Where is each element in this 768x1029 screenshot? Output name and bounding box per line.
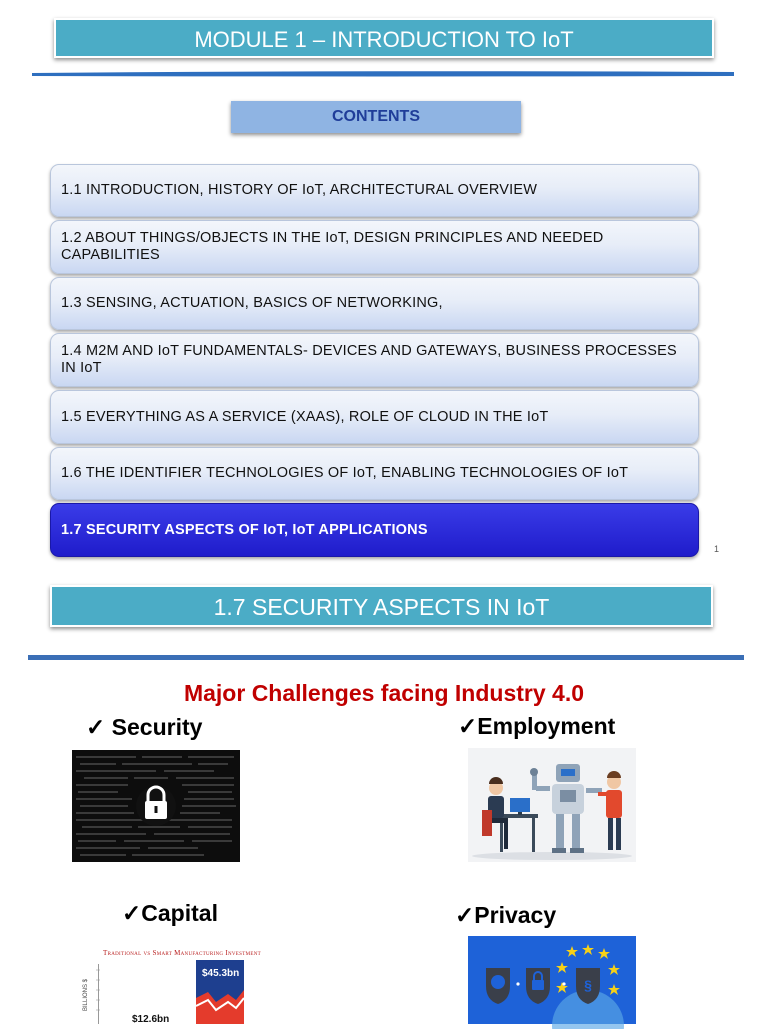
employment-image (468, 748, 636, 862)
robot-worker-illustration (468, 748, 636, 862)
security-code-lock-illustration (72, 750, 240, 862)
section-divider (28, 655, 744, 660)
contents-item-text: 1.3 SENSING, ACTUATION, BASICS OF NETWORKING, (61, 295, 443, 311)
contents-item-text: 1.1 INTRODUCTION, HISTORY OF IoT, ARCHITECTURAL OVERVIEW (61, 182, 538, 198)
contents-item-1-7-active[interactable] (50, 503, 699, 557)
challenge-security-label: ✓ Security (86, 714, 203, 740)
capital-chart-title: Traditional vs Smart Manufacturing Investment (103, 949, 261, 957)
contents-item-text: 1.5 EVERYTHING AS A SERVICE (XAAS), ROLE OF CLOUD IN THE IoT (61, 408, 549, 425)
contents-item-1-3[interactable] (50, 277, 699, 330)
module-title-banner: MODULE 1 – INTRODUCTION TO IoT (54, 18, 714, 58)
contents-item-1-6[interactable] (50, 447, 699, 500)
capital-traditional-value: $12.6bn (132, 1014, 170, 1025)
capital-smart-value: $45.3bn (202, 968, 240, 979)
contents-item-1-2[interactable] (50, 220, 699, 274)
challenge-privacy-label: ✓Privacy (455, 902, 557, 928)
contents-label: CONTENTS (231, 101, 521, 133)
capital-chart-bars (84, 946, 280, 1024)
page-number: 1 (714, 544, 720, 554)
section-title-banner: 1.7 SECURITY ASPECTS IN IoT (50, 585, 713, 627)
challenge-employment-label: ✓Employment (458, 713, 616, 739)
svg-text:§: § (584, 977, 592, 993)
privacy-image (468, 936, 636, 1024)
title-underline-stroke (32, 70, 734, 77)
contents-item-text: 1.7 SECURITY ASPECTS OF IoT, IoT APPLICATIONS (61, 521, 428, 538)
capital-chart-ylabel: BILLIONS $ (83, 978, 90, 1012)
contents-item-text: 1.6 THE IDENTIFIER TECHNOLOGIES OF IoT, ENABLING TECHNOLOGIES OF IoT (61, 465, 629, 481)
challenge-capital-label: ✓Capital (122, 900, 218, 926)
capital-image (84, 946, 280, 1024)
contents-item-1-5[interactable] (50, 390, 699, 444)
contents-item-text: 1.4 M2M AND IoT FUNDAMENTALS- DEVICES AND GATEWAYS, BUSINESS PROCESSES IN IoT (61, 343, 677, 376)
challenges-heading: Major Challenges facing Industry 4.0 (183, 680, 585, 706)
contents-item-text: 1.2 ABOUT THINGS/OBJECTS IN THE IoT, DESIGN PRINCIPLES AND NEEDED CAPABILITIES (61, 230, 604, 263)
contents-item-1-4[interactable] (50, 333, 699, 387)
security-image (72, 750, 240, 862)
contents-item-1-1[interactable] (50, 164, 699, 217)
privacy-shields-illustration (468, 936, 636, 1024)
